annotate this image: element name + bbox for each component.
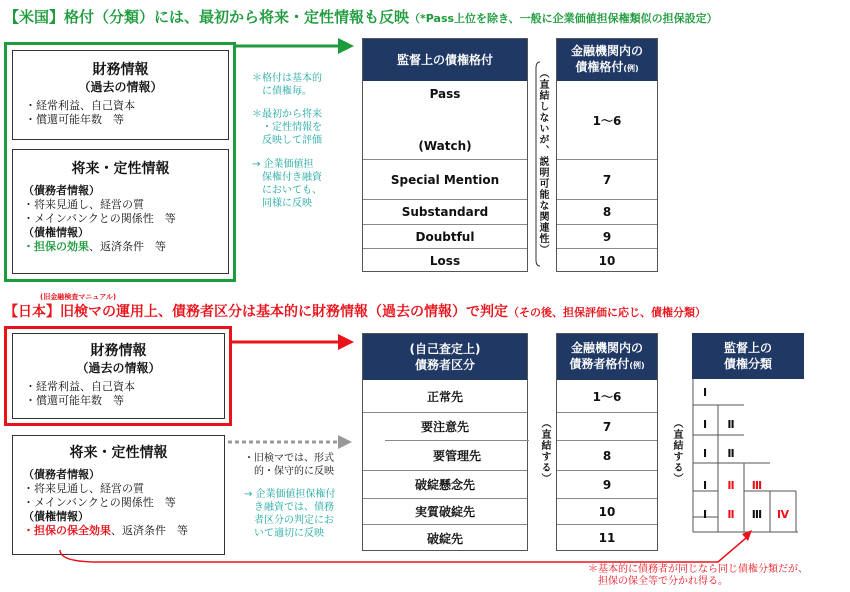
jp-vertical-note-1: （直結する） — [539, 418, 550, 484]
us-financial-line: ・償還可能年数 等 — [25, 113, 124, 126]
us-table1-row: Doubtful — [363, 224, 527, 248]
us-future-line-rest: 、返済条件 等 — [89, 240, 166, 253]
jp-note-line: いて適切に反映 — [244, 528, 324, 539]
jp-table2-row: 11 — [557, 524, 657, 551]
us-financial-box — [12, 50, 229, 140]
jp-financial-line: ・経常利益、自己資本 — [25, 380, 135, 393]
us-future-line: （債権情報） — [23, 226, 89, 239]
grade-I: Ⅰ — [702, 386, 708, 399]
us-supervisory-rating-table — [362, 38, 528, 272]
jp-table1-header-line2: 債務者区分 — [414, 358, 475, 372]
jp-table2-header-small: (例) — [629, 361, 645, 370]
us-note-line: → 企業価値担 — [252, 159, 314, 170]
us-table1-watch: (Watch) — [418, 139, 472, 153]
us-title-main: 【米国】格付（分類）には、最初から将来・定性情報も反映 — [4, 8, 410, 26]
jp-table2-row: 10 — [557, 498, 657, 524]
jp-table1-row: 実質破綻先 — [363, 498, 527, 524]
grade-IV: Ⅳ — [776, 508, 790, 521]
jp-footnote-line: 担保の保全等で分かれ得る。 — [588, 576, 728, 587]
jp-borrower-category-table — [362, 333, 528, 551]
us-note-1 — [252, 72, 322, 98]
us-vertical-note: （直結しないが、説明可能な関連性） — [537, 68, 548, 255]
us-financial-head: 財務情報 — [92, 62, 149, 78]
grade-I: Ⅰ — [702, 418, 708, 431]
jp-table2-row: 8 — [557, 440, 657, 470]
jp-future-line-rest: 、返済条件 等 — [111, 524, 188, 537]
us-table2-header-small: (例) — [623, 64, 639, 73]
jp-table2-header-line2 — [569, 356, 644, 374]
jp-table2-header-main: 債務者格付 — [569, 357, 630, 371]
grade-I: Ⅰ — [702, 479, 708, 492]
grade-III: Ⅲ — [751, 479, 763, 492]
jp-red-connector — [58, 528, 758, 568]
grade-I: Ⅰ — [702, 508, 708, 521]
us-table2-row: 9 — [557, 224, 657, 248]
us-table1-row-pass — [363, 81, 527, 159]
us-table2-row: 7 — [557, 159, 657, 199]
jp-table3-header — [692, 333, 804, 379]
us-note-line: 同様に反映 — [252, 198, 312, 209]
grade-II: Ⅱ — [727, 447, 735, 460]
us-note-line: 反映して評価 — [252, 135, 322, 146]
us-table1-row: Special Mention — [363, 159, 527, 199]
grade-I: Ⅰ — [702, 447, 708, 460]
jp-title-note: （その後、担保評価に応じ、債権分類） — [508, 306, 706, 319]
jp-table2-header-line1: 金融機関内の — [570, 341, 643, 355]
us-table2-header-line1: 金融機関内の — [570, 44, 643, 58]
jp-financial-line: ・償還可能年数 等 — [25, 394, 124, 407]
us-table1-pass: Pass — [429, 87, 461, 101]
jp-table2-row: 9 — [557, 470, 657, 498]
jp-note-line: → 企業価値担保権付 — [244, 489, 336, 500]
jp-financial-sub: （過去の情報） — [76, 361, 161, 375]
jp-future-line: （債権情報） — [23, 510, 89, 523]
jp-financial-head: 財務情報 — [90, 343, 147, 359]
us-note-line: においても、 — [252, 185, 322, 196]
grade-II: Ⅱ — [727, 418, 735, 431]
jp-note-line: 者区分の判定にお — [244, 515, 334, 526]
jp-table2-row: 1〜6 — [592, 389, 622, 404]
jp-table1-row: 破綻懸念先 — [363, 470, 527, 498]
us-table2-header — [557, 39, 657, 81]
jp-financial-box — [12, 333, 225, 419]
grade-III: Ⅲ — [751, 508, 763, 521]
us-bank-rating-table — [556, 38, 658, 272]
us-note-line: ＊格付は基本的 — [252, 73, 322, 84]
jp-future-head: 将来・定性情報 — [69, 445, 168, 461]
us-future-line: （債務者情報） — [23, 184, 100, 197]
jp-note-line: き融資では、債務 — [244, 502, 334, 513]
jp-table1-row: 正常先 — [426, 389, 463, 404]
jp-future-line: ・メインバンクとの関係性 等 — [23, 496, 176, 509]
jp-note-line: 的・保守的に反映 — [244, 466, 334, 477]
grade-II: Ⅱ — [727, 508, 735, 521]
grade-II: Ⅱ — [727, 479, 735, 492]
jp-title — [4, 301, 706, 321]
us-table1-row: Loss — [363, 248, 527, 272]
us-table2-row: 8 — [557, 199, 657, 224]
us-table1-header: 監督上の債権格付 — [363, 39, 527, 81]
us-future-line — [23, 240, 228, 254]
jp-table1-row: 要注意先 — [363, 412, 527, 440]
us-title — [4, 6, 718, 27]
us-future-box — [12, 149, 229, 274]
us-title-note: （*Pass上位を除き、一般に企業価値担保権類似の担保設定） — [409, 12, 718, 25]
us-green-arrow — [236, 36, 356, 56]
jp-borrower-rating-table — [556, 333, 658, 551]
jp-table1-header — [363, 334, 527, 380]
us-note-3 — [252, 158, 322, 210]
jp-table2-row: 7 — [557, 412, 657, 440]
jp-table2-header — [557, 334, 657, 380]
us-note-line: に債権毎。 — [252, 86, 312, 97]
us-collateral-effect: ・担保の効果 — [23, 240, 89, 253]
us-future-line: ・将来見通し、経営の質 — [23, 198, 144, 211]
jp-table1-row-sub: 要管理先 — [385, 440, 529, 470]
jp-gray-dotted-arrow — [228, 432, 358, 452]
us-note-line: ＊最初から将来 — [252, 109, 322, 120]
us-table2-row: 10 — [557, 248, 657, 272]
jp-future-line: ・将来見通し、経営の質 — [23, 482, 144, 495]
jp-note-1 — [244, 452, 334, 478]
us-table2-header-line2 — [575, 59, 638, 77]
jp-future-line: （債務者情報） — [23, 468, 100, 481]
jp-footnote — [588, 564, 808, 588]
us-future-line: ・メインバンクとの関係性 等 — [23, 212, 176, 225]
us-financial-line: ・経常利益、自己資本 — [25, 99, 135, 112]
jp-table3-header-line2: 債権分類 — [723, 357, 772, 371]
jp-table1-header-line1: (自己査定上) — [409, 342, 481, 356]
us-future-head: 将来・定性情報 — [71, 161, 170, 177]
us-table2-header-main: 債権格付 — [575, 60, 624, 74]
jp-collateral-protection-effect: ・担保の保全効果 — [23, 524, 111, 537]
jp-red-arrow — [232, 332, 356, 352]
jp-manual-label: (旧金融検査マニュアル) — [40, 293, 117, 301]
jp-footnote-line: ＊基本的に債務者が同じなら同じ債権分類だが、 — [588, 564, 808, 575]
us-note-2 — [252, 108, 322, 147]
jp-vertical-note-2: （直結する） — [671, 418, 682, 484]
jp-table1-row: 破綻先 — [363, 524, 527, 551]
us-note-line: ・定性情報を — [252, 122, 322, 133]
jp-note-line: ・旧検マでは、形式 — [244, 453, 334, 464]
jp-title-main: 【日本】旧検マの運用上、債務者区分は基本的に財務情報（過去の情報）で判定 — [4, 304, 508, 320]
us-table1-row: Substandard — [363, 199, 527, 224]
us-financial-sub: （過去の情報） — [78, 80, 163, 94]
us-note-line: 保権付き融資 — [252, 172, 322, 183]
jp-table3-header-line1: 監督上の — [723, 341, 772, 355]
us-table2-row: 1〜6 — [592, 113, 622, 128]
